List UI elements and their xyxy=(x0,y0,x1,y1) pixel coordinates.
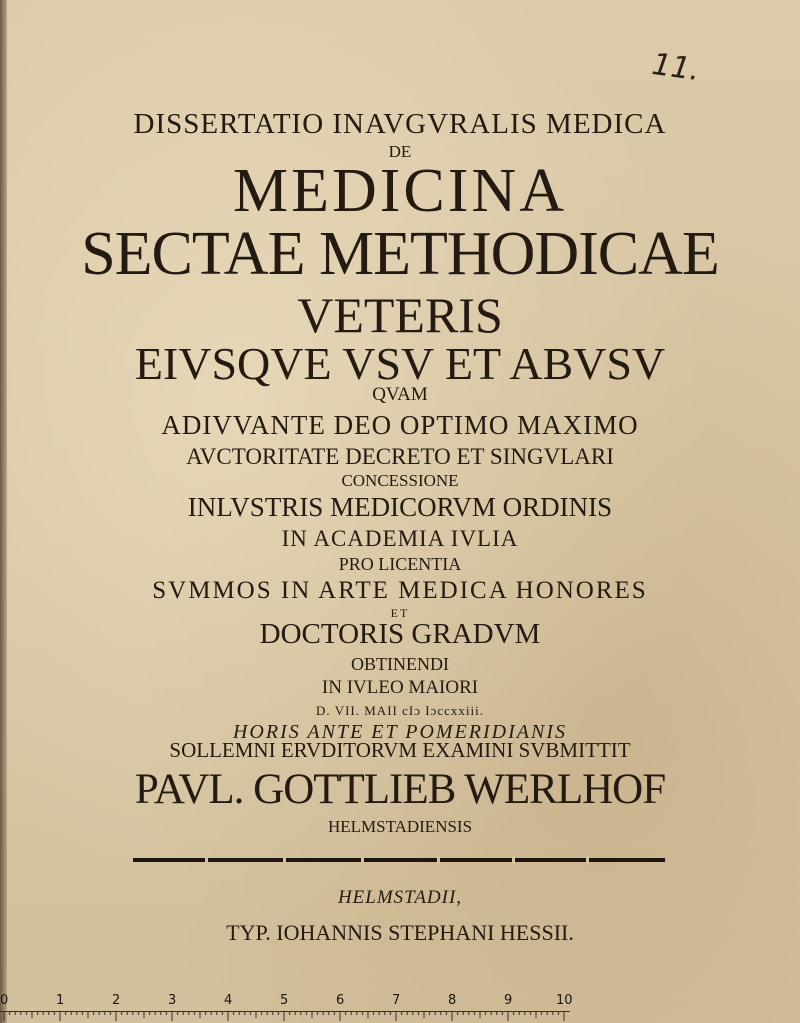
title-line-quam: QVAM xyxy=(372,384,428,405)
title-line-obtinendi: OBTINENDI xyxy=(351,654,449,674)
imprint-printer: TYP. IOHANNIS STEPHANI HESSII. xyxy=(226,920,574,945)
title-line-inlustris: INLVSTRIS MEDICORVM ORDINIS xyxy=(187,492,613,522)
ruler-label: 2 xyxy=(112,993,121,1008)
title-line-de: DE xyxy=(388,142,412,161)
ruler-label: 7 xyxy=(392,993,401,1008)
ruler-label: 6 xyxy=(336,993,345,1008)
imprint-place: HELMSTADII, xyxy=(337,887,463,908)
ruler-ticks xyxy=(0,993,600,1023)
title-line-iuleo-maiori: IN IVLEO MAIORI xyxy=(321,677,479,698)
ruler-label: 10 xyxy=(556,993,573,1008)
ruler-label: 4 xyxy=(224,993,233,1008)
title-line-et: ET xyxy=(390,606,410,620)
title-line-doctoris: DOCTORIS GRADVM xyxy=(259,618,541,650)
title-line-sollemni: SOLLEMNI ERVDITORVM EXAMINI SVBMITTIT xyxy=(169,738,631,762)
rule-gap xyxy=(512,856,515,864)
rule-gap xyxy=(205,856,208,864)
rule-gap xyxy=(361,856,364,864)
title-line-dissertatio: DISSERTATIO INAVGVRALIS MEDICA xyxy=(133,108,667,140)
title-line-veteris: VETERIS xyxy=(297,287,503,343)
title-line-medicina: MEDICINA xyxy=(233,157,567,225)
ruler-label: 0 xyxy=(0,993,9,1008)
ruler-label: 3 xyxy=(168,993,177,1008)
title-line-sectae-methodicae: SECTAE METHODICAE xyxy=(81,220,719,288)
title-line-concessione: CONCESSIONE xyxy=(341,471,459,490)
rule-gap xyxy=(437,856,440,864)
author-origin: HELMSTADIENSIS xyxy=(327,817,473,836)
scale-ruler xyxy=(0,993,600,1023)
ruler-label: 8 xyxy=(448,993,457,1008)
title-line-date: D. VII. MAII cIɔ Iɔccxxiii. xyxy=(316,703,484,718)
rule-gap xyxy=(283,856,286,864)
title-line-pro-licentia: PRO LICENTIA xyxy=(338,554,462,574)
ruler-label: 5 xyxy=(280,993,289,1008)
title-line-academia: IN ACADEMIA IVLIA xyxy=(281,526,519,551)
ruler-label: 9 xyxy=(504,993,513,1008)
author-name: PAVL. GOTTLIEB WERLHOF xyxy=(134,766,666,813)
rule-gap xyxy=(586,856,589,864)
title-line-horis: HORIS ANTE ET POMERIDIANIS xyxy=(232,721,567,743)
ruler-label: 1 xyxy=(56,993,65,1008)
title-line-adiuvante: ADIVVANTE DEO OPTIMO MAXIMO xyxy=(161,410,639,440)
title-line-eiusque: EIVSQVE VSV ET ABVSV xyxy=(134,338,666,389)
title-line-summos: SVMMOS IN ARTE MEDICA HONORES xyxy=(152,577,648,604)
title-line-auctoritate: AVCTORITATE DECRETO ET SINGVLARI xyxy=(186,444,614,469)
page-number: 11. xyxy=(650,46,703,89)
